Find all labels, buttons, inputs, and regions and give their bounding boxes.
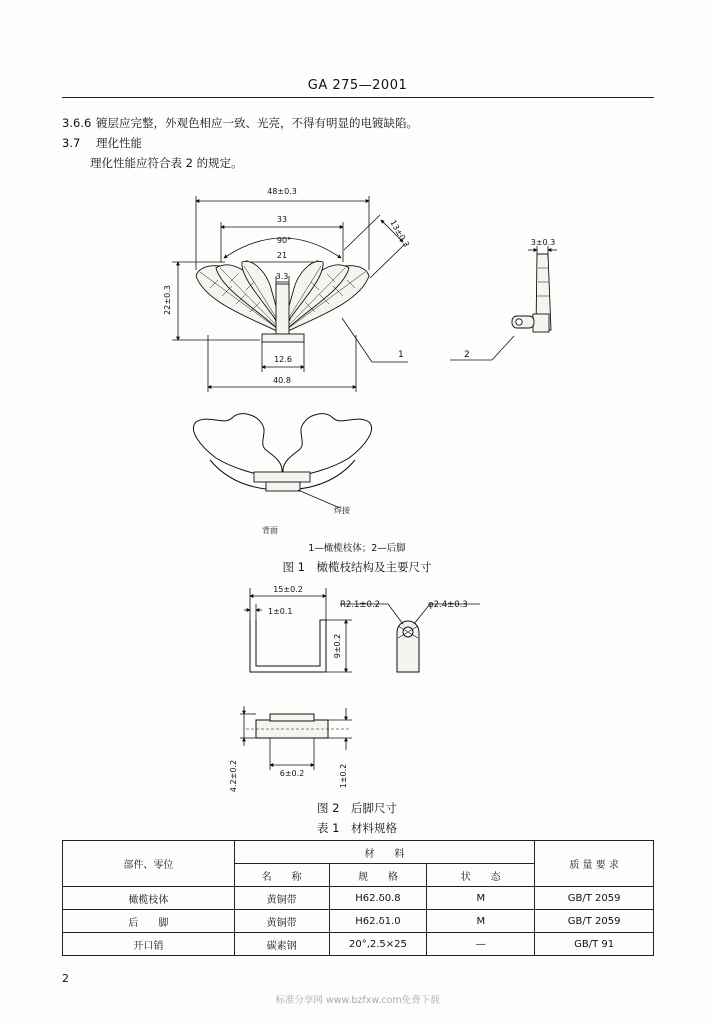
cell-part: 开口销: [63, 933, 235, 956]
weld-label: 焊接: [334, 506, 350, 515]
fig2-dim-right: 1±0.2: [339, 763, 348, 789]
figure-1-caption: 图 1 橄榄枝结构及主要尺寸: [282, 560, 432, 574]
dim-leaf-span: 21: [276, 251, 288, 260]
fig2-dim-height: 9±0.2: [333, 633, 342, 659]
header-part: 部件、零位: [63, 841, 235, 887]
clause-number: 3.7: [62, 136, 81, 150]
watermark: 标准分享网 www.bzfxw.com免费下载: [275, 995, 440, 1006]
dim-angle: 90°: [276, 236, 292, 245]
fig2-dim-width: 15±0.2: [273, 585, 303, 594]
header-quality: 质 量 要 求: [535, 841, 654, 887]
clause-text: 镀层应完整，外观色相应一致、光亮，不得有明显的电镀缺陷。: [96, 116, 418, 130]
cell-state: M: [427, 887, 535, 910]
cell-name: 黄铜带: [234, 910, 329, 933]
cell-state: —: [427, 933, 535, 956]
cell-part: 后 脚: [63, 910, 235, 933]
header-material: 材 料: [234, 841, 535, 864]
dim-stem: 3.3: [275, 272, 289, 281]
clause-number: 3.6.6: [62, 116, 92, 130]
dim-foot-width: 3±0.3: [530, 238, 556, 247]
figure-2-caption: 图 2 后脚尺寸: [317, 801, 397, 815]
header-spec: 规 格: [329, 864, 427, 887]
table-1-caption: 表 1 材料规格: [317, 821, 397, 835]
fig2-dim-radius: R2.1±0.2: [340, 600, 381, 610]
fig2-dim-center: 6±0.2: [279, 769, 305, 778]
table-row: [63, 933, 654, 956]
figure-2-drawing: [0, 580, 715, 840]
dim-height: 22±0.3: [163, 285, 172, 315]
cell-part: 橄榄枝体: [63, 887, 235, 910]
cell-name: 碳素钢: [234, 933, 329, 956]
cell-spec: 20°,2.5×25: [329, 933, 427, 956]
cell-name: 黄铜带: [234, 887, 329, 910]
back-view-label: 背面: [262, 526, 278, 535]
materials-table: [62, 840, 654, 956]
dim-inner-width: 33: [276, 215, 288, 224]
dim-diagonal: 13±0.3: [388, 218, 411, 249]
fig2-dim-thickness: 4.2±0.2: [229, 759, 238, 793]
callout-1: 1: [398, 350, 404, 360]
callout-2: 2: [464, 350, 470, 360]
cell-spec: H62.δ0.8: [329, 887, 427, 910]
cell-quality: GB/T 2059: [535, 887, 654, 910]
cell-quality: GB/T 2059: [535, 910, 654, 933]
header-state: 状 态: [427, 864, 535, 887]
table-row: [63, 910, 654, 933]
cell-spec: H62.δ1.0: [329, 910, 427, 933]
dim-overall-width: 48±0.3: [267, 187, 297, 196]
dim-base: 12.6: [274, 355, 292, 364]
header-standard-code: GA 275—2001: [307, 78, 408, 93]
cell-quality: GB/T 91: [535, 933, 654, 956]
fig2-dim-hole: φ2.4±0.3: [428, 600, 468, 610]
clause-title: 理化性能: [96, 136, 142, 150]
cell-state: M: [427, 910, 535, 933]
table-header-row: [63, 841, 654, 864]
clause-3-7-body: 理化性能应符合表 2 的规定。: [90, 156, 243, 170]
dim-bottom-width: 40.8: [273, 376, 291, 385]
figure-1-legend: 1—橄榄枝体；2—后脚: [308, 543, 406, 554]
page-number: 2: [62, 972, 69, 985]
table-row: [63, 887, 654, 910]
fig2-dim-inner: 1±0.1: [268, 607, 293, 616]
header-name: 名 称: [234, 864, 329, 887]
